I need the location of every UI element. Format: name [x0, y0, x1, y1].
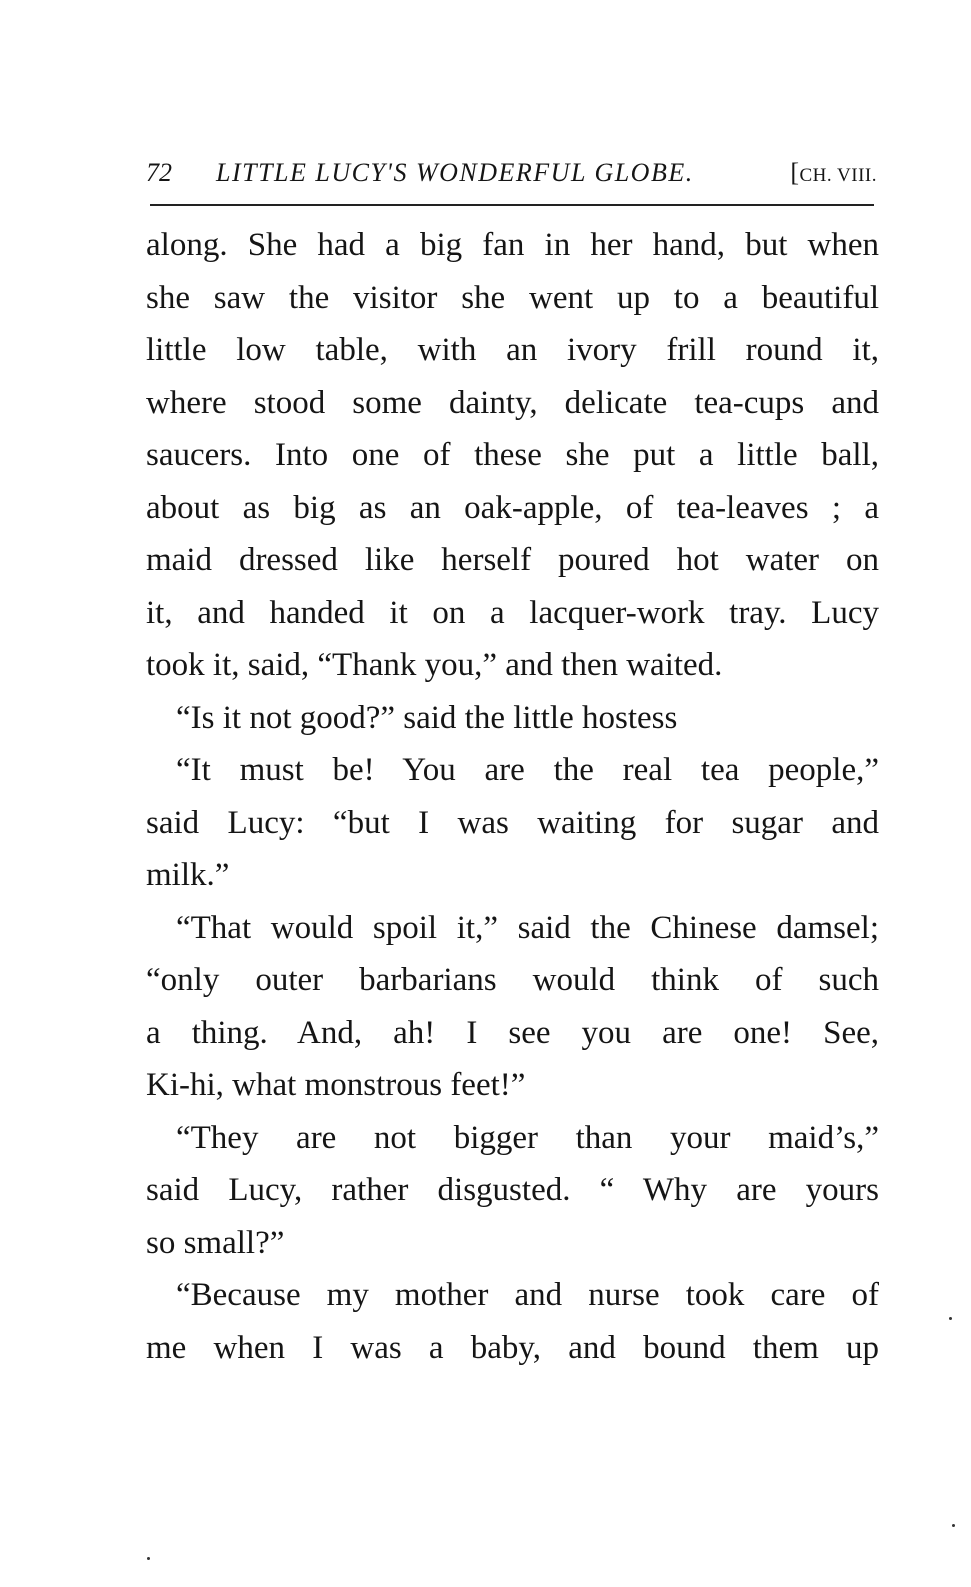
- text-line: said Lucy: “but I was waiting for sugar and: [146, 804, 879, 841]
- scan-speck: [147, 1557, 150, 1560]
- text-line: along. She had a big fan in her hand, but when: [146, 227, 879, 263]
- chapter-label: CH. VIII.: [799, 165, 877, 186]
- page-number: 72: [146, 158, 172, 187]
- text-line: she saw the visitor she went up to a beautiful: [146, 279, 879, 316]
- scan-speck: [949, 1317, 952, 1320]
- text-line: “They are not bigger than your maid’s,”: [176, 1119, 879, 1156]
- text-line: maid dressed like herself poured hot water on: [146, 542, 879, 578]
- text-line: “It must be! You are the real tea people,”: [176, 752, 879, 788]
- text-line: said Lucy, rather disgusted. “ Why are yours: [146, 1172, 879, 1208]
- text-line: “That would spoil it,” said the Chinese damsel;: [176, 909, 879, 946]
- text-line: “Is it not good?” said the little hostess: [176, 699, 678, 736]
- running-title: LITTLE LUCY'S WONDERFUL GLOBE.: [216, 158, 694, 187]
- text-line: it, and handed it on a lacquer-work tray. Lucy: [146, 594, 879, 631]
- text-line: milk.”: [146, 857, 230, 893]
- scan-speck: [952, 1524, 955, 1527]
- text-line: where stood some dainty, delicate tea-cups and: [146, 384, 879, 421]
- header-rule: [150, 204, 874, 206]
- body-text: [146, 219, 879, 1374]
- text-line: a thing. And, ah! I see you are one! See,: [146, 1014, 879, 1051]
- text-line: little low table, with an ivory frill round it,: [146, 332, 879, 368]
- text-line: “only outer barbarians would think of such: [146, 962, 879, 998]
- text-line: about as big as an oak-apple, of tea-leaves ; a: [146, 489, 879, 526]
- text-line: me when I was a baby, and bound them up: [146, 1329, 879, 1366]
- text-line: saucers. Into one of these she put a little ball,: [146, 437, 879, 473]
- text-line: “Because my mother and nurse took care of: [176, 1277, 879, 1313]
- text-line: Ki-hi, what monstrous feet!”: [146, 1067, 526, 1103]
- chapter-reference: [790, 153, 877, 196]
- running-header: [146, 153, 879, 193]
- text-line: took it, said, “Thank you,” and then waited.: [146, 647, 723, 683]
- text-line: so small?”: [146, 1224, 285, 1261]
- chapter-bracket: [: [790, 158, 800, 187]
